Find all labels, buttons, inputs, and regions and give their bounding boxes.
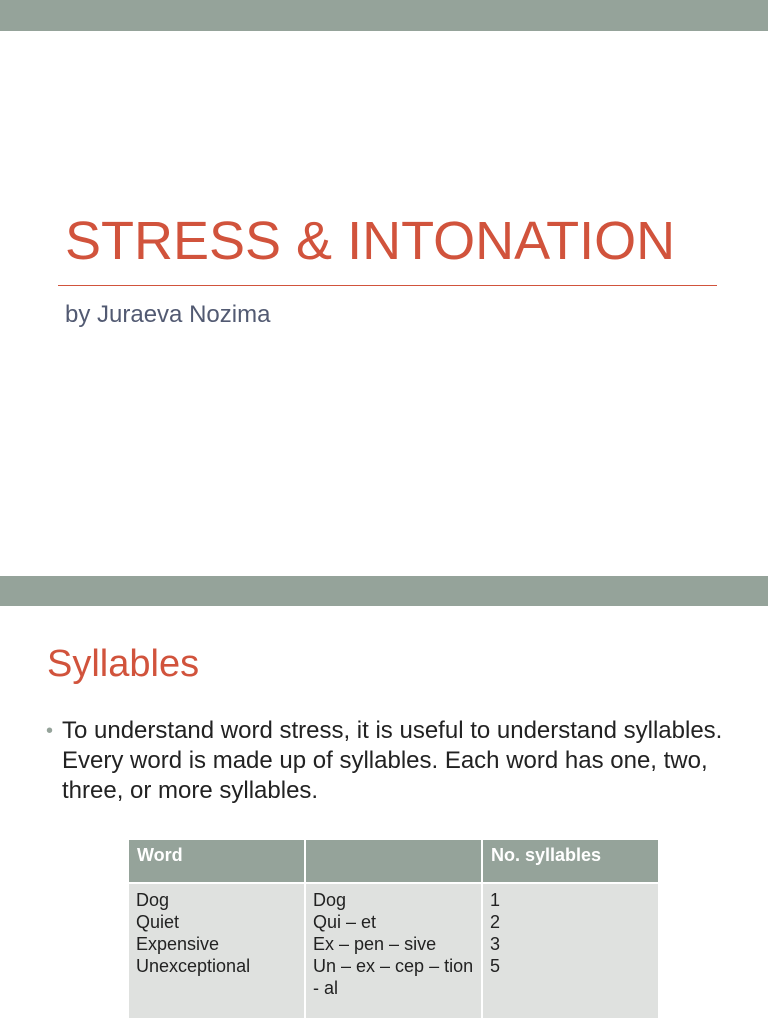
word-item: Unexceptional [136,956,251,976]
word-item: Dog [136,890,170,910]
count-item: 5 [490,956,501,976]
section-heading: Syllables [47,643,200,685]
word-item: Quiet [136,912,180,932]
count-cell [482,883,659,1019]
bullet-text: To understand word stress, it is useful to understand syllables. Every word is made up of syllables. Each word has one, two, three, or more syllables. [62,717,723,804]
breakdown-item: Un – ex – cep – tion - al [313,956,474,998]
count-item: 1 [490,890,501,910]
count-item: 3 [490,934,501,954]
table-row [128,883,659,1019]
table-header-row [128,839,659,883]
syllables-table [127,838,660,1020]
header-word: Word [128,839,305,883]
count-item: 2 [490,912,501,932]
slide-title: STRESS & INTONATION [65,211,676,271]
slide-subtitle: by Juraeva Nozima [65,301,271,328]
slide-separator-band [0,576,768,606]
words-cell [128,883,305,1019]
breakdown-item: Dog [313,890,347,910]
word-item: Expensive [136,934,220,954]
bullet-point [46,716,746,806]
header-count: No. syllables [482,839,659,883]
bullet-dot-icon: • [46,720,54,742]
top-band [0,0,768,31]
breakdown-item: Qui – et [313,912,377,932]
breakdown-item: Ex – pen – sive [313,934,437,954]
breakdown-cell [305,883,482,1019]
header-breakdown [305,839,482,883]
title-divider [58,285,717,286]
